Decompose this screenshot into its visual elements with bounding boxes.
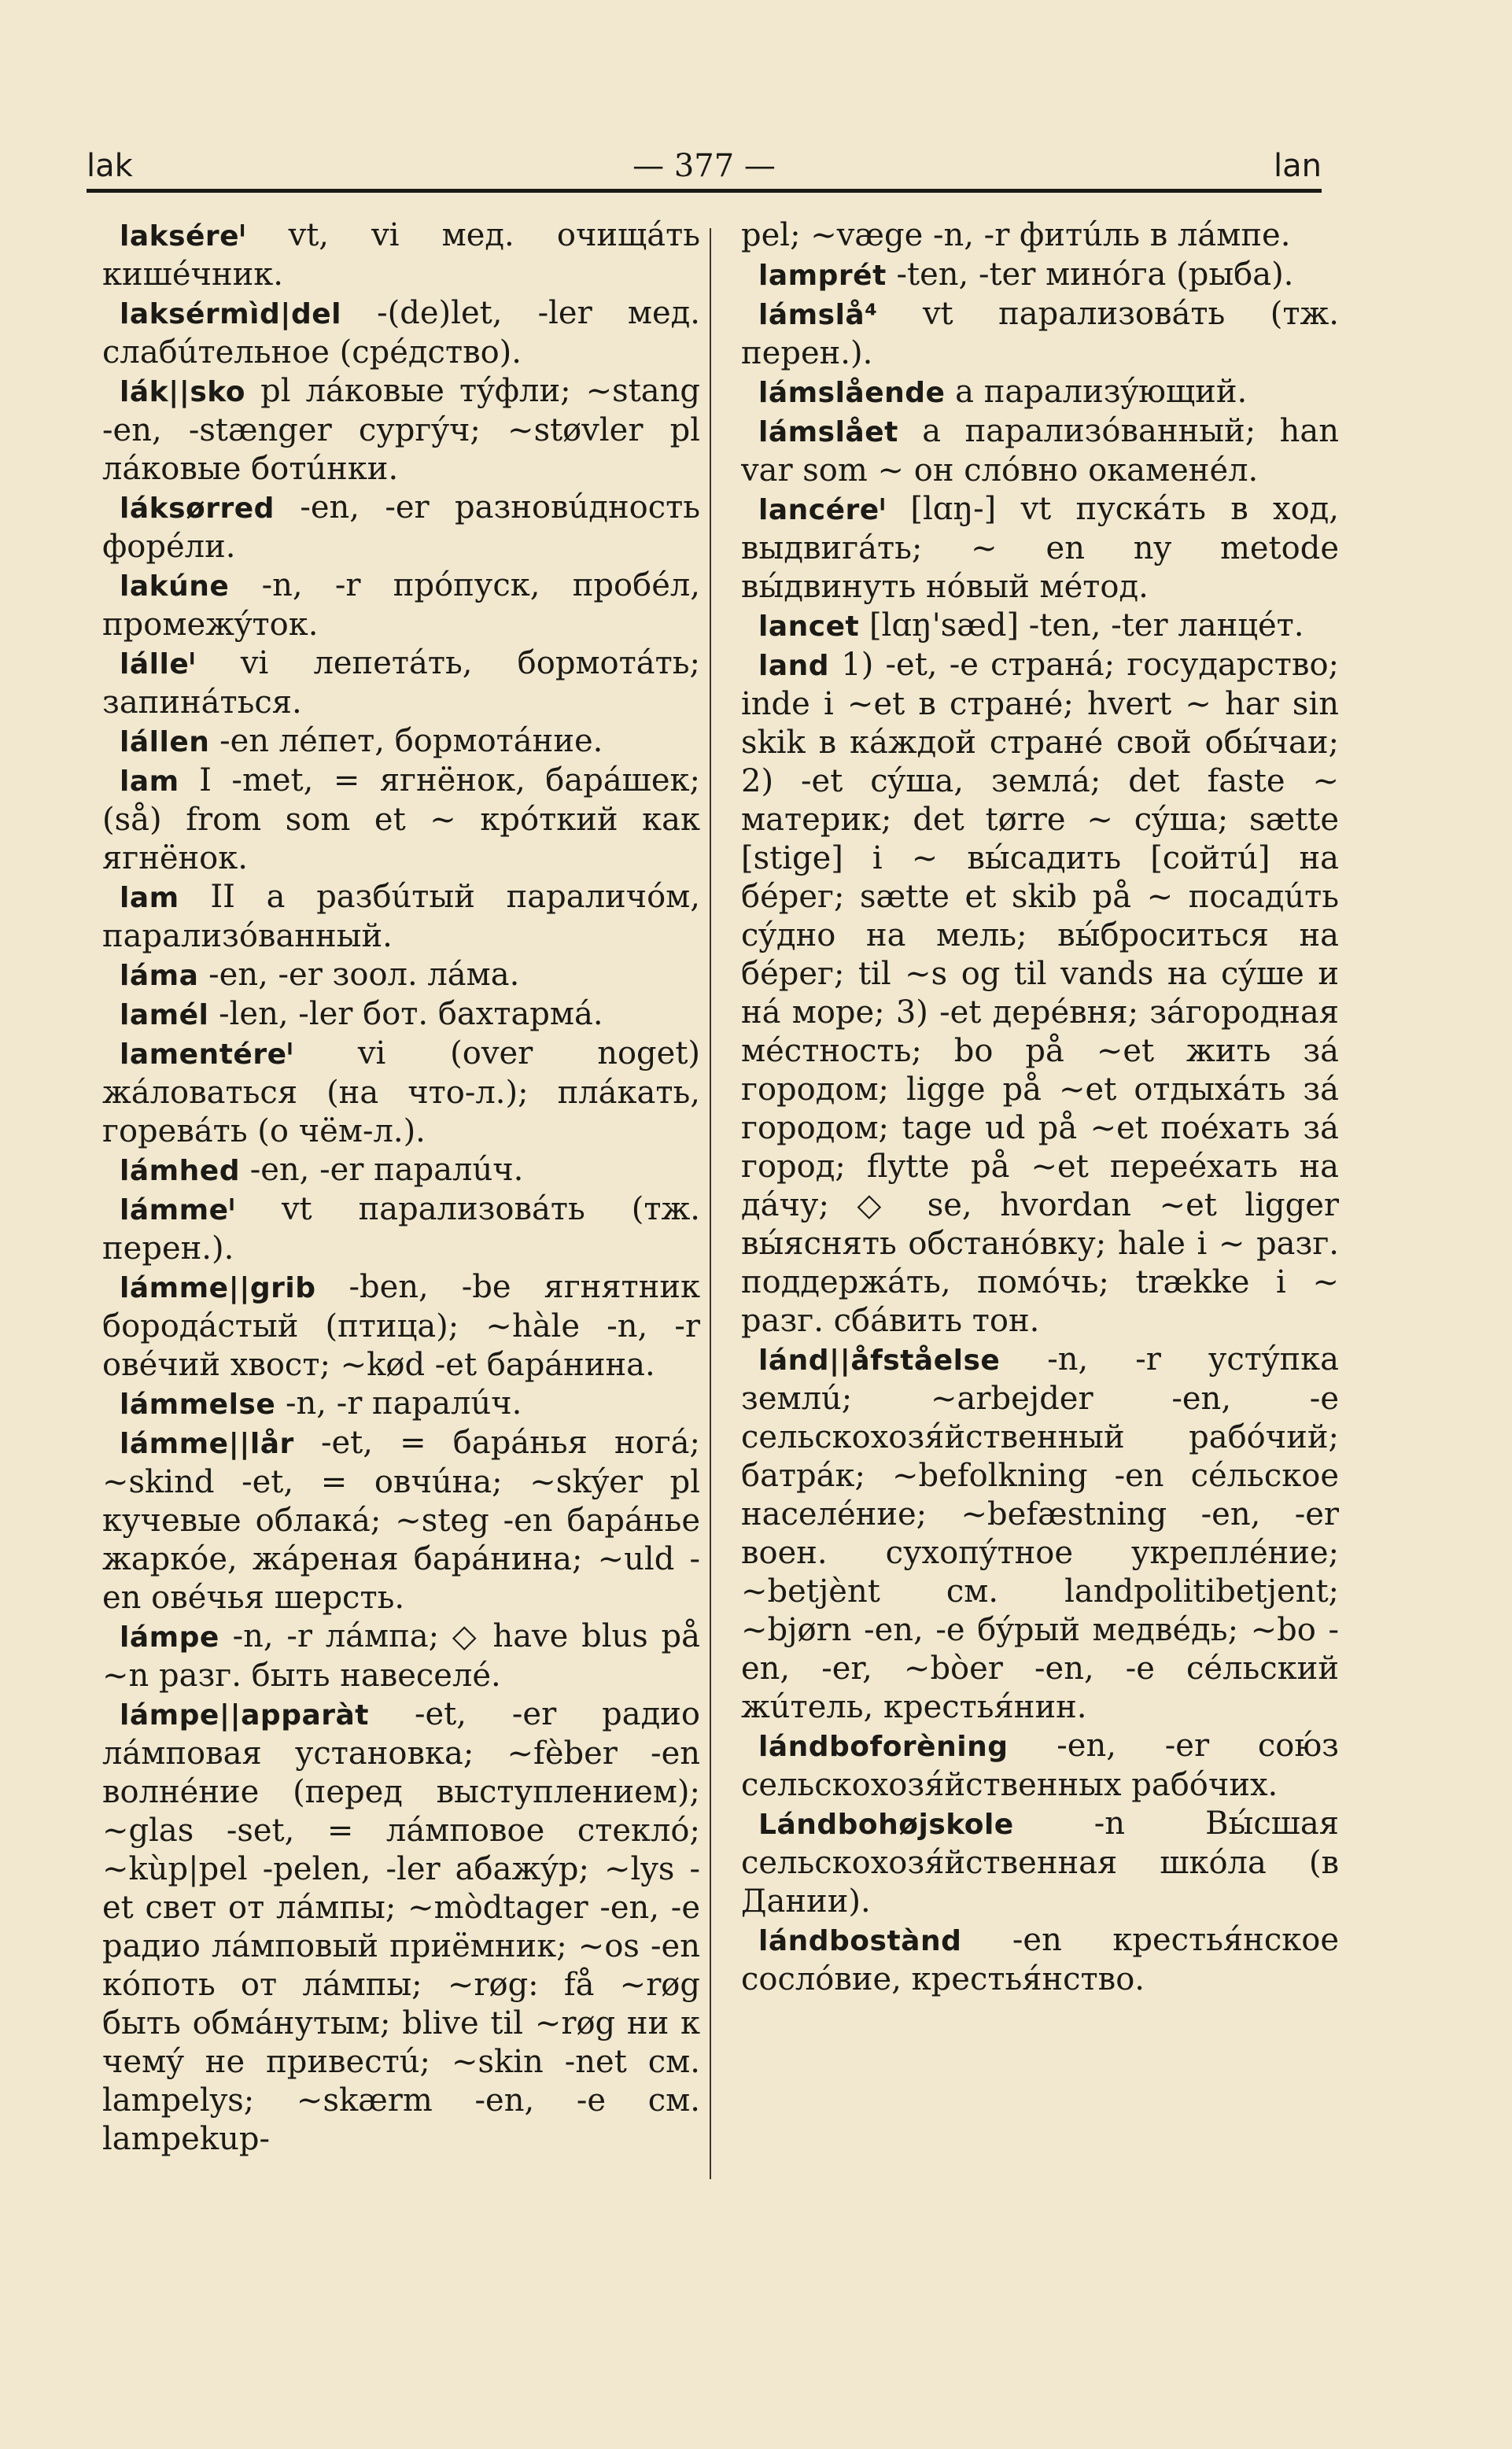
entry-text: vi (over noget) жáловаться (на что-л.); плáкать, горевáть (о чём-л.). (102, 1035, 700, 1149)
page-header (87, 134, 1322, 193)
dictionary-entry (102, 644, 700, 722)
entry-text: -n, -r прóпуск, пробéл, промежýток. (102, 567, 700, 643)
dictionary-entry (102, 1268, 700, 1385)
headword: laksérmìd|del (120, 298, 341, 330)
headword: lamél (120, 999, 209, 1031)
headword: lállen (120, 726, 210, 758)
dictionary-entry (102, 995, 700, 1035)
dictionary-entry (102, 1424, 700, 1617)
headword: lámslående (758, 377, 946, 409)
dictionary-entry (102, 1190, 700, 1268)
dictionary-entry (741, 490, 1339, 607)
headword: lam (120, 882, 179, 914)
headword: lámhed (120, 1155, 240, 1187)
headword: lakúne (120, 570, 230, 603)
dictionary-entry (102, 1035, 700, 1151)
headword: lakséreˡ (120, 220, 246, 253)
entry-text: -en, -er зоол. лáма. (208, 957, 520, 993)
page-number: — 377 — (632, 148, 776, 184)
dictionary-entry (102, 294, 700, 372)
entry-text: -ben, -be ягнятник бородáстый (птица); ~hàle -n, -r овéчий хвост; ~kød -et барáнина. (102, 1269, 700, 1383)
headword: lam (120, 765, 179, 798)
headword: lámpe||apparàt (120, 1699, 370, 1732)
headword: lamentéreˡ (120, 1038, 293, 1071)
dictionary-entry (741, 295, 1339, 373)
entry-text: vt парализовáть (тж. перен.). (102, 1191, 700, 1267)
headword: lámslå⁴ (758, 299, 878, 331)
right-column (741, 216, 1339, 2388)
entry-text: [lɑŋ'sæd] -ten, -ter ланцéт. (868, 607, 1304, 644)
entry-text: a парализóванный; han var som ~ он слóвно окаменéл. (741, 413, 1339, 489)
dictionary-entry (102, 566, 700, 644)
entry-text: II a разбúтый параличóм, парализóванный. (102, 879, 700, 954)
column-divider (710, 228, 711, 2179)
entry-text: vt, vi мед. очищáть кишéчник. (102, 217, 700, 293)
dictionary-entry (741, 1805, 1339, 1921)
dictionary-entry (102, 1695, 700, 2159)
entry-text: -et, = барáнья ногá; ~skind -et, = овчúна; ~skýer pl кучевые облакá; ~steg -en барáнье жаркóе, жáреная барáнина; ~uld -en овéчья шерсть. (102, 1425, 700, 1616)
dictionary-entry (741, 1341, 1339, 1727)
left-guide-word: lak (87, 148, 133, 184)
entry-text: I -met, = ягнёнок, барáшек; (så) from som et ~ крóткий как ягнёнок. (102, 762, 700, 876)
entry-text: 1) -et, -e странá; государство; inde i ~et в странé; hvert ~ har sin skik в кáждой странé свой обы́чаи; 2) -et сýша, землá; det faste ~ материк; det tørre ~ сýша; sætte [stige] i ~ вы́садить [сойтú] на бéрег; sætte et skib på ~ посадúть сýдно на мель; вы́броситься на бéрег; til ~s og til vands на сýше и нá море; 3) -et дерéвня; зáгородная мéстность; bo på ~et жить зá городом; ligge på ~et отдыхáть зá городом; tage ud på ~et поéхать зá город; flytte på ~et переéхать на дáчу; ◇ se, hvordan ~et ligger вы́яснять обстанóвку; hale i ~ разг. поддержáть, помóчь; trække i ~ разг. сбáвить тон. (741, 647, 1339, 1339)
headword: lamprét (758, 260, 887, 292)
dictionary-entry-continuation (741, 216, 1339, 256)
dictionary-entry (741, 607, 1339, 646)
headword: lándboforèning (758, 1731, 1009, 1763)
headword: lámmelse (120, 1389, 276, 1421)
dictionary-entry (102, 1151, 700, 1190)
dictionary-entry (102, 1617, 700, 1695)
headword: láksørred (120, 492, 275, 525)
dictionary-entry (102, 956, 700, 995)
headword: lámmeˡ (120, 1194, 235, 1226)
dictionary-entry (741, 373, 1339, 412)
dictionary-entry (741, 412, 1339, 490)
entry-text: -n Вы́сшая сельскохозя́йственная шкóла (в Дании). (741, 1805, 1339, 1920)
headword: Lándbohøjskole (758, 1809, 1014, 1841)
dictionary-entry (102, 489, 700, 566)
entry-text: -en лéпет, бормотáние. (219, 723, 603, 759)
headword: land (758, 650, 830, 682)
dictionary-entry (741, 1727, 1339, 1805)
dictionary-entry (741, 646, 1339, 1341)
dictionary-entry (741, 256, 1339, 295)
headword: lámme||lår (120, 1428, 294, 1460)
entry-text: -en крестья́нское сослóвие, крестья́нство. (741, 1922, 1339, 1997)
headword: lák||sko (120, 376, 246, 408)
headword: lándbostànd (758, 1925, 962, 1957)
entry-text: -en, -er паралúч. (249, 1152, 524, 1188)
entry-text: pel; ~væge -n, -r фитúль в лáмпе. (741, 217, 1291, 253)
entry-text: -ten, -ter минóга (рыба). (896, 256, 1294, 293)
dictionary-entry (102, 722, 700, 762)
entry-text: -len, -ler бот. бахтармá. (219, 996, 603, 1032)
dictionary-entry (102, 762, 700, 878)
entry-text: vi лепетáть, бормотáть; запинáться. (102, 645, 700, 721)
entry-text: -n, -r паралúч. (285, 1385, 522, 1422)
entry-text: -en, -er сою́з сельскохозя́йственных рабóчих. (741, 1728, 1339, 1803)
entry-text: pl лáковые тýфли; ~stang -en, -stænger сургýч; ~støvler pl лáковые ботúнки. (102, 373, 700, 487)
entry-text: -en, -er разновúдность форéли. (102, 489, 700, 565)
entry-text: -n, -r лáмпа; ◇ have blus på ~n разг. быть навеселé. (102, 1618, 700, 1694)
dictionary-entry (102, 1385, 700, 1424)
dictionary-entry (102, 372, 700, 489)
right-guide-word: lan (1274, 148, 1322, 184)
headword: lámme||grib (120, 1272, 316, 1304)
headword: lancet (758, 610, 860, 643)
entry-text: [lɑŋ-] vt пускáть в ход, выдвигáть; ~ en ny metode вы́двинуть нóвый мéтод. (741, 491, 1339, 605)
entry-text: -et, -er радио лáмповая установка; ~fèber -en волнéние (перед выступлением); ~glas -set, = лáмповое стеклó; ~kùp|pel -pelen, -ler абажýр; ~lys -et свет от лáмпы; ~mòdtager -en, -e радио лáмповый приёмник; ~os -en кóпоть от лáмпы; ~røg: få ~røg быть обмáнутым; blive til ~røg ни к чемý не привестú; ~skin -net см. lampelys; ~skærm -en, -e см. lampekup- (102, 1696, 700, 2157)
headword: lálleˡ (120, 648, 196, 680)
headword: lánd||åfståelse (758, 1344, 1001, 1377)
dictionary-entry (741, 1921, 1339, 1999)
headword: láma (120, 960, 199, 992)
entry-text: a парализýющий. (955, 374, 1248, 410)
dictionary-entry (102, 878, 700, 956)
left-column (102, 216, 700, 2388)
entry-text: -n, -r устýпка землú; ~arbejder -en, -e сельскохозя́йственный рабóчий; батрáк; ~befolkning -en сéльское населéние; ~befæstning -en, -er воен. сухопýтное укреплéние; ~betjènt см. landpolitibetjent; ~bjørn -en, -e бýрый медвéдь; ~bo -en, -er, ~bòer -en, -e сéльский жúтель, крестья́нин. (741, 1341, 1339, 1725)
headword: lámslået (758, 416, 898, 448)
headword: lámpe (120, 1621, 219, 1654)
entry-text: vt парализовáть (тж. перен.). (741, 296, 1339, 371)
entry-text: -(de)let, -ler мед. слабúтельное (срéдство). (102, 295, 700, 371)
dictionary-entry (102, 216, 700, 294)
headword: lancéreˡ (758, 494, 887, 526)
